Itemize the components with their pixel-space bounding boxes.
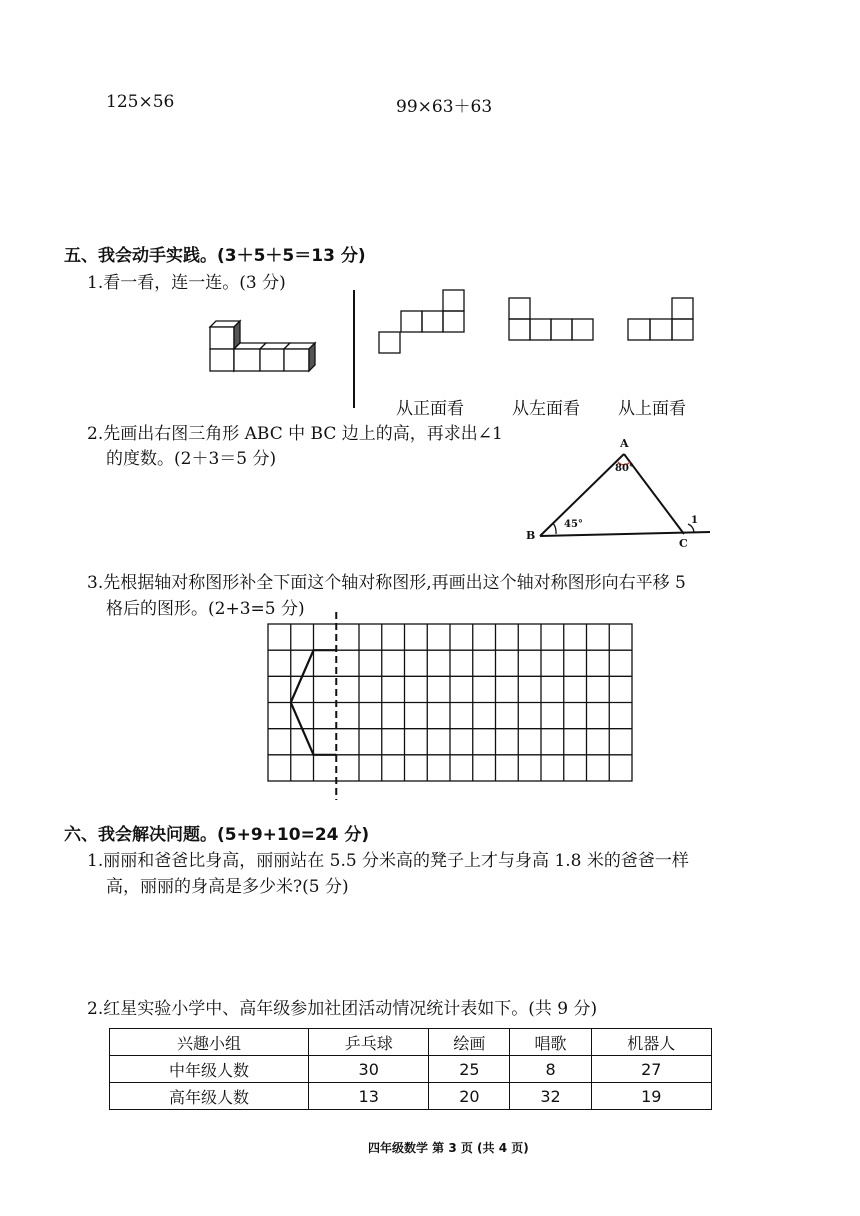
q5-2-line1: 2.先画出右图三角形 ABC 中 BC 边上的高，再求出∠1	[87, 424, 503, 444]
table-cell: 30	[309, 1056, 429, 1083]
left-view-figure	[508, 297, 596, 343]
vertex-c-label: C	[679, 537, 688, 550]
label-front-view: 从正面看	[396, 399, 464, 419]
symmetry-grid-figure	[262, 612, 642, 802]
angle-b-label: 45°	[564, 519, 583, 530]
table-cell: 19	[591, 1083, 711, 1110]
label-top-view: 从上面看	[618, 399, 686, 419]
table-header-cell: 兴趣小组	[110, 1029, 309, 1056]
q5-2-line2: 的度数。(2＋3＝5 分)	[106, 449, 277, 469]
q6-1-line2: 高，丽丽的身高是多少米?(5 分)	[106, 877, 349, 897]
table-header-cell: 唱歌	[510, 1029, 591, 1056]
q5-1-text: 1.看一看，连一连。(3 分)	[87, 273, 286, 293]
vertex-b-label: B	[526, 529, 536, 542]
calc-expression-1: 125×56	[106, 92, 175, 112]
table-header-cell: 机器人	[591, 1029, 711, 1056]
cube-assembly-figure	[205, 318, 325, 378]
section-6-title: 六、我会解决问题。(5+9+10=24 分)	[64, 825, 370, 845]
vertex-a-label: A	[620, 437, 629, 450]
section-5-title: 五、我会动手实践。(3＋5＋5＝13 分)	[64, 246, 366, 266]
q6-1-line1: 1.丽丽和爸爸比身高，丽丽站在 5.5 分米高的凳子上才与身高 1.8 米的爸爸一样	[87, 851, 689, 871]
table-header-cell: 绘画	[429, 1029, 510, 1056]
activity-stats-table	[109, 1028, 712, 1110]
page-footer: 四年级数学 第 3 页 (共 4 页)	[368, 1141, 529, 1155]
angle-a-label: 80°	[615, 463, 634, 474]
table-row	[110, 1056, 712, 1083]
table-cell: 13	[309, 1083, 429, 1110]
vertical-divider	[352, 290, 356, 408]
table-cell: 8	[510, 1056, 591, 1083]
table-header-cell: 乒乓球	[309, 1029, 429, 1056]
table-cell: 25	[429, 1056, 510, 1083]
calc-expression-2: 99×63＋63	[396, 97, 493, 117]
angle-1-label: 1	[691, 515, 698, 526]
q6-2-text: 2.红星实验小学中、高年级参加社团活动情况统计表如下。(共 9 分)	[87, 999, 598, 1019]
q5-3-line2: 格后的图形。(2+3=5 分)	[106, 599, 305, 619]
table-cell: 32	[510, 1083, 591, 1110]
label-left-view: 从左面看	[512, 399, 580, 419]
triangle-abc-figure	[520, 436, 720, 551]
table-cell: 中年级人数	[110, 1056, 309, 1083]
table-cell: 高年级人数	[110, 1083, 309, 1110]
q5-3-line1: 3.先根据轴对称图形补全下面这个轴对称图形,再画出这个轴对称图形向右平移 5	[87, 573, 686, 593]
table-cell: 27	[591, 1056, 711, 1083]
table-row	[110, 1083, 712, 1110]
top-view-figure	[627, 297, 697, 343]
table-header-row	[110, 1029, 712, 1056]
table-cell: 20	[429, 1083, 510, 1110]
front-view-figure	[377, 289, 467, 355]
